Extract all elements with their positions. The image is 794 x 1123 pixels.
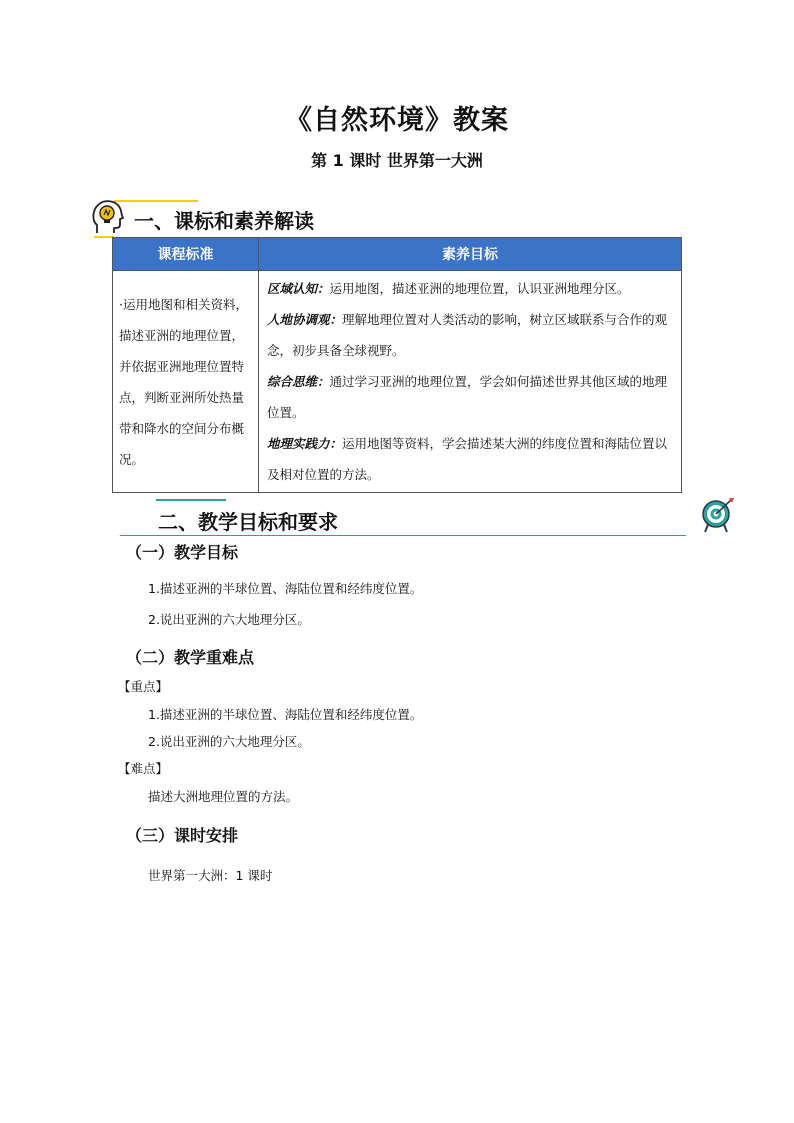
subsection-heading-key-points: （二）教学重难点 (126, 648, 255, 667)
head-lightbulb-icon (90, 197, 126, 237)
objective-item: 2.说出亚洲的六大地理分区。 (148, 612, 310, 627)
goal-text: 理解地理位置对人类活动的影响，树立区域联系与合作的观念，初步具备全球视野。 (267, 312, 668, 358)
key-point-item: 2.说出亚洲的六大地理分区。 (148, 734, 310, 749)
standard-cell: ·运用地图和相关资料，描述亚洲的地理位置，并依据亚洲地理位置特点，判断亚洲所处热量带和降水的空间分布概况。 (113, 271, 259, 493)
key-points-label: 【重点】 (118, 679, 169, 694)
goals-cell (259, 271, 682, 493)
table-header-standard: 课程标准 (113, 238, 259, 271)
standards-table (112, 237, 682, 493)
target-icon (700, 496, 736, 534)
schedule-text: 世界第一大洲：1 课时 (148, 868, 273, 883)
goal-text: 通过学习亚洲的地理位置，学会如何描述世界其他区域的地理位置。 (267, 374, 668, 420)
subsection-heading-objectives: （一）教学目标 (126, 543, 239, 562)
goal-label: 地理实践力： (267, 436, 343, 451)
section1-accent-line (114, 200, 198, 202)
goal-label: 区域认知： (267, 281, 330, 296)
goal-label: 综合思维： (267, 374, 330, 389)
subsection-heading-schedule: （三）课时安排 (126, 826, 239, 845)
key-point-item: 1.描述亚洲的半球位置、海陆位置和经纬度位置。 (148, 707, 423, 722)
difficult-point-text: 描述大洲地理位置的方法。 (148, 789, 299, 804)
table-header-goals: 素养目标 (259, 238, 682, 271)
difficult-points-label: 【难点】 (118, 761, 169, 776)
document-title: 《自然环境》教案 (285, 105, 509, 136)
section1-heading: 一、课标和素养解读 (134, 209, 314, 233)
goal-label: 人地协调观： (267, 312, 343, 327)
goal-text: 运用地图等资料，学会描述某大洲的纬度位置和海陆位置以及相对位置的方法。 (267, 436, 668, 482)
goal-item (267, 273, 677, 304)
goal-item (267, 304, 677, 366)
objective-item: 1.描述亚洲的半球位置、海陆位置和经纬度位置。 (148, 581, 423, 596)
goal-item (267, 366, 677, 428)
section2-accent-bar (156, 499, 226, 501)
goal-item (267, 428, 677, 490)
section2-heading: 二、教学目标和要求 (158, 510, 338, 534)
document-subtitle: 第 1 课时 世界第一大洲 (311, 151, 483, 170)
goal-text: 运用地图，描述亚洲的地理位置，认识亚洲地理分区。 (329, 281, 630, 296)
section2-underline (120, 535, 686, 536)
